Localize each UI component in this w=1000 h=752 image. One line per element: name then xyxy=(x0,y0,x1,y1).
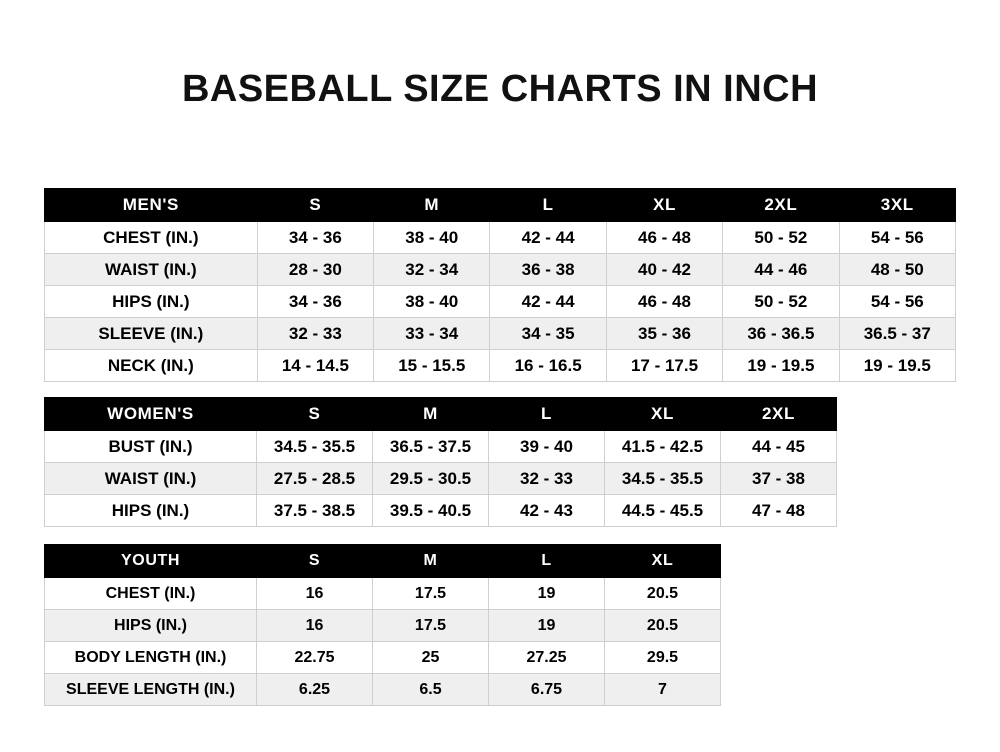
table-cell: 44 - 46 xyxy=(723,254,839,286)
column-header: 2XL xyxy=(723,189,839,222)
table-cell: 35 - 36 xyxy=(606,318,722,350)
table-cell: 42 - 44 xyxy=(490,222,606,254)
column-header: 3XL xyxy=(839,189,955,222)
table-cell: 32 - 34 xyxy=(374,254,490,286)
table-cell: 37 - 38 xyxy=(721,463,837,495)
row-label: BODY LENGTH (IN.) xyxy=(45,642,257,674)
table-row xyxy=(45,463,837,495)
row-label: CHEST (IN.) xyxy=(45,222,258,254)
table-cell: 34 - 36 xyxy=(257,286,373,318)
row-label: WAIST (IN.) xyxy=(45,254,258,286)
table-cell: 16 - 16.5 xyxy=(490,350,606,382)
table-cell: 38 - 40 xyxy=(374,286,490,318)
table-cell: 6.5 xyxy=(373,674,489,706)
table-cell: 17 - 17.5 xyxy=(606,350,722,382)
row-label: HIPS (IN.) xyxy=(45,495,257,527)
table-row xyxy=(45,610,721,642)
table-cell: 44.5 - 45.5 xyxy=(605,495,721,527)
table-cell: 42 - 43 xyxy=(489,495,605,527)
table-cell: 14 - 14.5 xyxy=(257,350,373,382)
table-cell: 7 xyxy=(605,674,721,706)
table-cell: 17.5 xyxy=(373,578,489,610)
table-row xyxy=(45,254,956,286)
column-header: L xyxy=(489,398,605,431)
table-header-row xyxy=(45,189,956,222)
row-label: HIPS (IN.) xyxy=(45,286,258,318)
youth-size-table xyxy=(44,544,721,706)
table-row xyxy=(45,495,837,527)
table-cell: 29.5 - 30.5 xyxy=(373,463,489,495)
column-header: S xyxy=(257,398,373,431)
table-cell: 22.75 xyxy=(257,642,373,674)
table-cell: 19 xyxy=(489,610,605,642)
table-cell: 6.25 xyxy=(257,674,373,706)
row-label: HIPS (IN.) xyxy=(45,610,257,642)
column-header: MEN'S xyxy=(45,189,258,222)
table-cell: 16 xyxy=(257,610,373,642)
table-row xyxy=(45,578,721,610)
table-cell: 32 - 33 xyxy=(489,463,605,495)
table-cell: 39.5 - 40.5 xyxy=(373,495,489,527)
column-header: S xyxy=(257,189,373,222)
table-header-row xyxy=(45,545,721,578)
table-cell: 50 - 52 xyxy=(723,286,839,318)
table-row xyxy=(45,222,956,254)
table-cell: 20.5 xyxy=(605,610,721,642)
table-cell: 47 - 48 xyxy=(721,495,837,527)
table-header-row xyxy=(45,398,837,431)
table-cell: 42 - 44 xyxy=(490,286,606,318)
table-cell: 39 - 40 xyxy=(489,431,605,463)
table-cell: 28 - 30 xyxy=(257,254,373,286)
table-cell: 48 - 50 xyxy=(839,254,955,286)
table-cell: 20.5 xyxy=(605,578,721,610)
table-cell: 44 - 45 xyxy=(721,431,837,463)
row-label: NECK (IN.) xyxy=(45,350,258,382)
column-header: M xyxy=(373,545,489,578)
row-label: BUST (IN.) xyxy=(45,431,257,463)
row-label: CHEST (IN.) xyxy=(45,578,257,610)
table-cell: 54 - 56 xyxy=(839,222,955,254)
table-row xyxy=(45,674,721,706)
column-header: S xyxy=(257,545,373,578)
table-cell: 50 - 52 xyxy=(723,222,839,254)
table-cell: 15 - 15.5 xyxy=(374,350,490,382)
table-cell: 19 - 19.5 xyxy=(839,350,955,382)
mens-size-table xyxy=(44,188,956,382)
column-header: M xyxy=(373,398,489,431)
column-header: XL xyxy=(606,189,722,222)
row-label: SLEEVE (IN.) xyxy=(45,318,258,350)
table-cell: 27.5 - 28.5 xyxy=(257,463,373,495)
table-cell: 36.5 - 37 xyxy=(839,318,955,350)
table-cell: 16 xyxy=(257,578,373,610)
table-row xyxy=(45,286,956,318)
column-header: 2XL xyxy=(721,398,837,431)
table-row xyxy=(45,318,956,350)
table-cell: 25 xyxy=(373,642,489,674)
table-cell: 34 - 35 xyxy=(490,318,606,350)
table-cell: 34.5 - 35.5 xyxy=(257,431,373,463)
column-header: YOUTH xyxy=(45,545,257,578)
table-cell: 19 xyxy=(489,578,605,610)
table-cell: 46 - 48 xyxy=(606,222,722,254)
table-cell: 27.25 xyxy=(489,642,605,674)
column-header: M xyxy=(374,189,490,222)
womens-size-table xyxy=(44,397,837,527)
table-cell: 38 - 40 xyxy=(374,222,490,254)
column-header: L xyxy=(490,189,606,222)
table-row xyxy=(45,642,721,674)
table-cell: 40 - 42 xyxy=(606,254,722,286)
table-cell: 17.5 xyxy=(373,610,489,642)
table-cell: 34 - 36 xyxy=(257,222,373,254)
row-label: WAIST (IN.) xyxy=(45,463,257,495)
table-row xyxy=(45,350,956,382)
page-title: BASEBALL SIZE CHARTS IN INCH xyxy=(181,68,819,110)
table-cell: 36 - 36.5 xyxy=(723,318,839,350)
table-cell: 32 - 33 xyxy=(257,318,373,350)
table-cell: 6.75 xyxy=(489,674,605,706)
table-cell: 36 - 38 xyxy=(490,254,606,286)
table-cell: 36.5 - 37.5 xyxy=(373,431,489,463)
table-cell: 19 - 19.5 xyxy=(723,350,839,382)
table-cell: 34.5 - 35.5 xyxy=(605,463,721,495)
column-header: XL xyxy=(605,545,721,578)
table-cell: 33 - 34 xyxy=(374,318,490,350)
column-header: WOMEN'S xyxy=(45,398,257,431)
table-cell: 54 - 56 xyxy=(839,286,955,318)
table-cell: 41.5 - 42.5 xyxy=(605,431,721,463)
table-cell: 46 - 48 xyxy=(606,286,722,318)
table-cell: 29.5 xyxy=(605,642,721,674)
column-header: XL xyxy=(605,398,721,431)
column-header: L xyxy=(489,545,605,578)
table-cell: 37.5 - 38.5 xyxy=(257,495,373,527)
row-label: SLEEVE LENGTH (IN.) xyxy=(45,674,257,706)
table-row xyxy=(45,431,837,463)
